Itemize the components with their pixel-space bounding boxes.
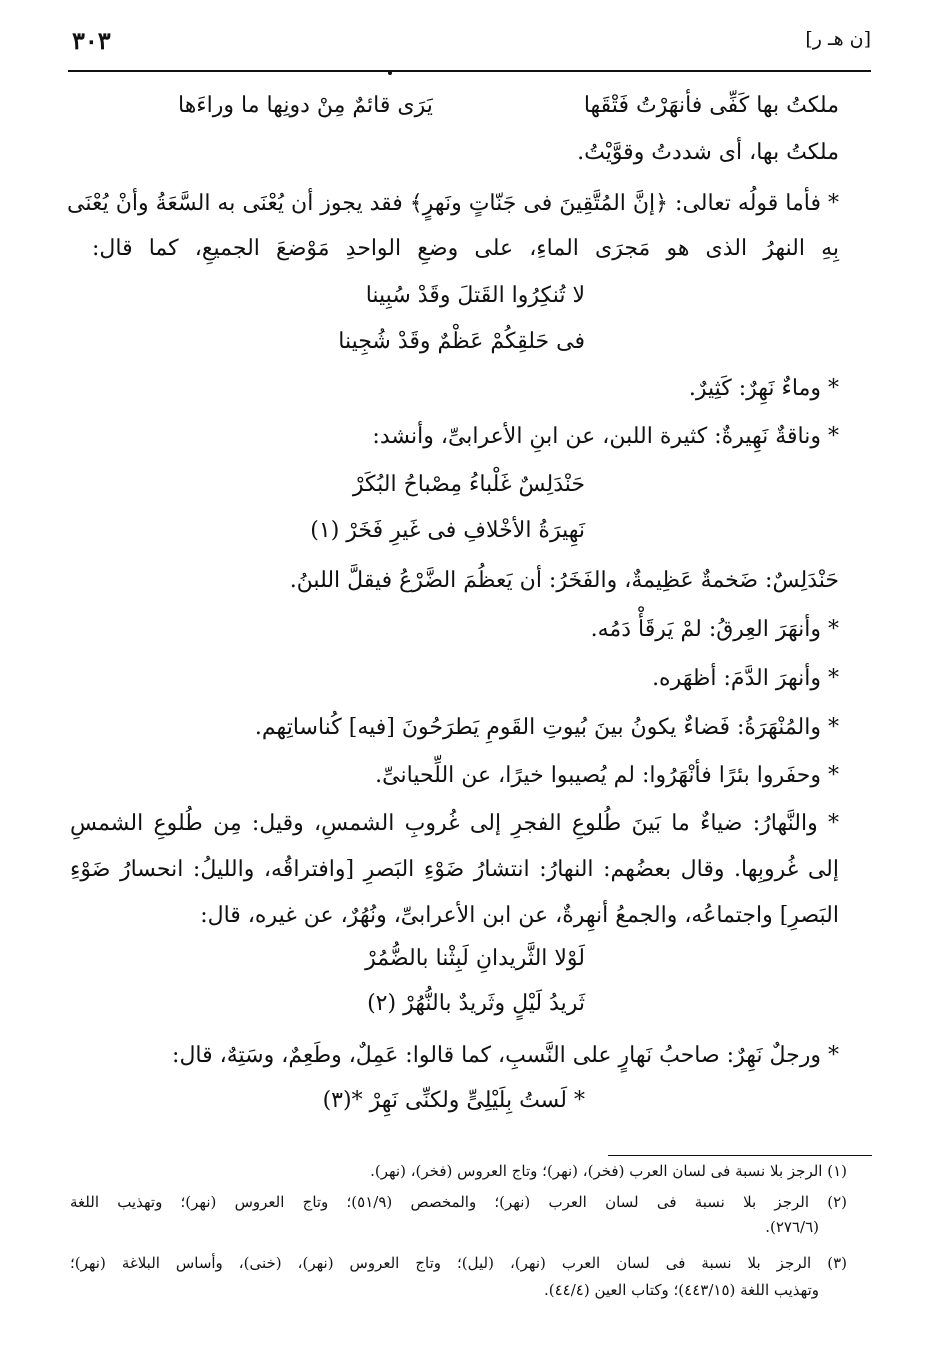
verse-line: * لَستُ بِلَيْلِىٍّ ولكنِّى نَهِرْ *(٣) (322, 1088, 585, 1113)
page-number: ٣٠٣ (72, 26, 111, 55)
rule-dot (388, 71, 392, 75)
text-line: * فأما قولُه تعالى: ﴿إنَّ المُتَّقِينَ فى جَنّاتٍ ونَهرٍ﴾ فقد يجوز أن يُعْنَى به السَّعَةُ وأنْ يُعْنَى (67, 191, 839, 216)
verse-right-hemistich: ملكتُ بها كَفِّى فأنهَرْتُ فَتْقَها (583, 93, 839, 118)
text-line: بِهِ النهرُ الذى هو مَجرَى الماءِ، على وضعِ الواحدِ مَوْضعَ الجميعِ، كما قال: (92, 236, 839, 261)
text-line: * وحفَروا بئرًا فأنْهَرُوا: لم يُصيبوا خيرًا، عن اللِّحيانىِّ. (375, 763, 839, 788)
verse-line: لَوْلا الثَّريدانِ لَبِثْنا بالضُّمُرْ (365, 946, 585, 971)
verse-line: نَهِيرَةُ الأخْلافِ فى غَيرِ فَخَرْ (١) (310, 518, 585, 543)
text-line: * وأنهَرَ العِرقُ: لمْ يَرقَأْ دَمُه. (590, 617, 839, 642)
text-line: * وأنهرَ الدَّمَ: أظهَره. (652, 666, 839, 691)
text-line: * والمُنْهَرَةُ: فَضاءٌ يكونُ بينَ بُيوتِ القَومِ يَطرَحُونَ [فيه] كُناساتِهم. (254, 715, 839, 740)
footnote: (٢) الرجز بلا نسبة فى لسان العرب (نهر)؛ والمخصص (٥١/٩)؛ وتاج العروس (نهر)؛ وتهذيب اللغة (70, 1193, 847, 1211)
footnote-continuation: (٢٧٦/٦). (765, 1218, 819, 1236)
text-line: إلى غُروبِها. وقال بعضُهم: النهارُ: انتشارُ ضَوْءِ البَصرِ [وافتراقُه، والليلُ: انحسارُ ضَوْءِ (70, 857, 839, 882)
verse-line: ثَريدُ لَيْلٍ وثَريدٌ بالنُّهُرْ (٢) (367, 991, 585, 1016)
footnote: (٣) الرجز بلا نسبة فى لسان العرب (نهر)، (ليل)؛ وتاج العروس (نهر)، (خنى)، وأساس البلاغة (نهر)؛ (70, 1254, 847, 1272)
verse-line: لا تُنكِرُوا القَتلَ وقَدْ سُبِينا (365, 283, 585, 308)
text-line: * وناقةٌ نَهِيرةٌ: كثيرة اللبن، عن ابنِ الأعرابىِّ، وأنشد: (372, 424, 839, 449)
root-heading: [ن هـ ر] (805, 28, 871, 50)
text-line: * والنَّهارُ: ضياءٌ ما بَينَ طُلوعِ الفجرِ إلى غُروبِ الشمسِ، وقيل: مِن طُلوعِ الشمسِ (70, 811, 839, 836)
verse-line: حَنْدَلِسٌ غَلْباءُ مِصْباحُ البُكَرْ (352, 472, 585, 497)
text-line: * وماءٌ نَهِرٌ: كَثِيرٌ. (688, 376, 839, 401)
text-line: حَنْدَلِسٌ: ضَخمةٌ عَظِيمةٌ، والفَخَرُ: أن يَعظُمَ الضَّرْعُ فيقلَّ اللبنُ. (289, 568, 839, 593)
text-line: * ورجلٌ نَهِرٌ: صاحبُ نَهارٍ على النَّسبِ، كما قالوا: عَمِلٌ، وطَعِمٌ، وسَتِهٌ، قال: (172, 1043, 839, 1068)
verse-line: فى حَلقِكُمْ عَظْمٌ وقَدْ شُجِينا (338, 329, 585, 354)
footnote-continuation: وتهذيب اللغة (٤٤٣/١٥)؛ وكتاب العين (٤٤/٤). (544, 1281, 819, 1299)
header-rule (68, 70, 871, 72)
footnote: (١) الرجز بلا نسبة فى لسان العرب (فخر)، (نهر)؛ وتاج العروس (فخر)، (نهر). (370, 1162, 847, 1180)
footnote-rule (608, 1155, 872, 1156)
text-line: البَصرِ] واجتماعُه، والجمعُ أنهِرةٌ، عن ابن الأعرابىِّ، ونُهُرٌ، عن غيره، قال: (200, 903, 839, 928)
verse-left-hemistich: يَرَى قائمٌ مِنْ دونِها ما وراءَها (178, 93, 433, 118)
text-line: ملكتُ بها، أى شددتُ وقوَّيْتُ. (577, 140, 839, 165)
